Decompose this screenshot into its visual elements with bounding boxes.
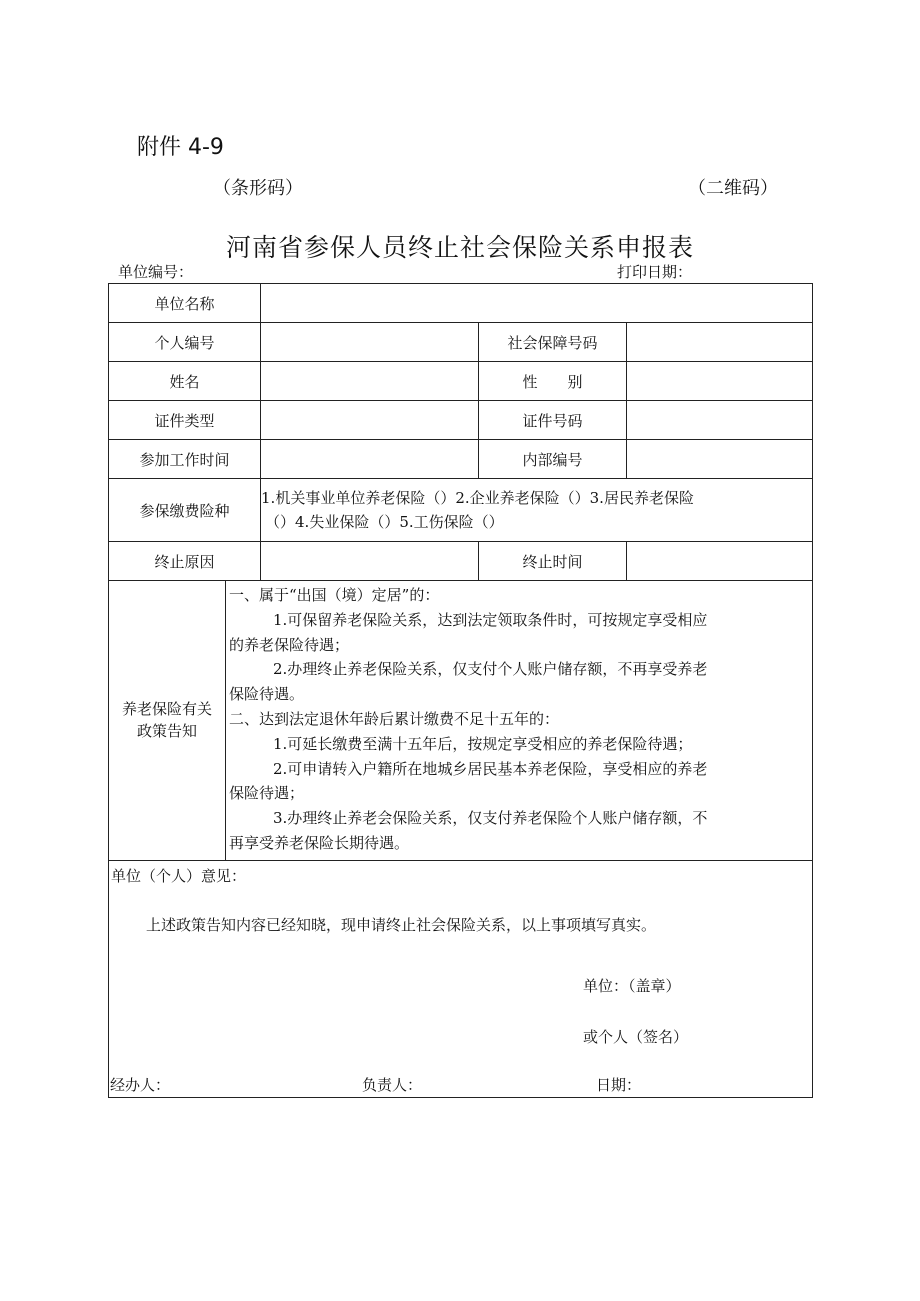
policy-line: 保险待遇； — [229, 784, 305, 803]
id-number-field[interactable] — [627, 401, 813, 440]
personal-number-field[interactable] — [261, 323, 479, 362]
personal-number-label: 个人编号 — [109, 323, 261, 362]
opinion-label: 单位（个人）意见： — [111, 866, 247, 885]
end-reason-label: 终止原因 — [109, 542, 261, 581]
opinion-statement: 上述政策告知内容已经知晓，现申请终止社会保险关系，以上事项填写真实。 — [146, 915, 657, 934]
policy-line: 一、属于“出国（境）定居”的： — [229, 586, 440, 604]
insurance-types-line2: （）4.失业保险（）5.工伤保险（） — [265, 513, 504, 531]
policy-line: 3.办理终止养老会保险关系，仅支付养老保险个人账户储存额，不 — [273, 809, 708, 828]
name-label: 姓名 — [109, 362, 261, 401]
policy-line: 1.可延长缴费至满十五年后，按规定享受相应的养老保险待遇； — [273, 734, 693, 753]
form-title: 河南省参保人员终止社会保险关系申报表 — [225, 233, 694, 262]
unit-name-label: 单位名称 — [109, 284, 261, 323]
id-number-label: 证件号码 — [479, 401, 627, 440]
handler-label[interactable]: 经办人： — [110, 1075, 171, 1094]
end-time-label: 终止时间 — [479, 542, 627, 581]
policy-line: 1.可保留养老保险关系，达到法定领取条件时，可按规定享受相应 — [273, 610, 708, 629]
barcode-placeholder: （条形码） — [213, 178, 303, 199]
policy-label-line2: 政策告知 — [136, 722, 197, 741]
policy-line: 2.办理终止养老保险关系，仅支付个人账户储存额，不再享受养老 — [273, 660, 708, 679]
insurance-types-line1: 1.机关事业单位养老保险（）2.企业养老保险（）3.居民养老保险 — [261, 489, 694, 507]
internal-number-label: 内部编号 — [479, 440, 627, 479]
policy-line: 再享受养老保险长期待遇。 — [229, 833, 410, 852]
policy-line: 2.可申请转入户籍所在地城乡居民基本养老保险，享受相应的养老 — [273, 759, 708, 778]
print-date-label: 打印日期： — [617, 263, 693, 281]
qrcode-placeholder: （二维码） — [688, 178, 778, 199]
opinion-section — [109, 860, 813, 1097]
internal-number-field[interactable] — [627, 440, 813, 479]
policy-line: 的养老保险待遇； — [229, 635, 350, 654]
seal-label[interactable]: 单位：（盖章） — [583, 976, 681, 995]
insurance-types-label: 参保缴费险种 — [109, 479, 261, 542]
unit-number-label: 单位编号： — [118, 263, 194, 281]
work-start-label: 参加工作时间 — [109, 440, 261, 479]
policy-notice — [226, 581, 813, 861]
policy-label — [109, 581, 226, 861]
end-reason-field[interactable] — [261, 542, 479, 581]
date-label[interactable]: 日期： — [596, 1075, 642, 1094]
policy-line: 保险待遇。 — [229, 685, 305, 704]
insurance-types-field[interactable] — [261, 479, 813, 542]
social-security-number-field[interactable] — [627, 323, 813, 362]
end-time-field[interactable] — [627, 542, 813, 581]
id-type-field[interactable] — [261, 401, 479, 440]
unit-name-field[interactable] — [261, 284, 813, 323]
id-type-label: 证件类型 — [109, 401, 261, 440]
social-security-number-label: 社会保障号码 — [479, 323, 627, 362]
name-field[interactable] — [261, 362, 479, 401]
responsible-label[interactable]: 负责人： — [362, 1075, 423, 1094]
attachment-number: 附件 4-9 — [137, 135, 224, 160]
gender-field[interactable] — [627, 362, 813, 401]
work-start-field[interactable] — [261, 440, 479, 479]
declaration-table — [108, 283, 813, 1098]
policy-line: 二、达到法定退休年龄后累计缴费不足十五年的： — [229, 709, 560, 728]
signature-label[interactable]: 或个人（签名） — [583, 1027, 689, 1046]
gender-label: 性 别 — [479, 362, 627, 401]
policy-label-line1: 养老保险有关 — [121, 700, 212, 719]
